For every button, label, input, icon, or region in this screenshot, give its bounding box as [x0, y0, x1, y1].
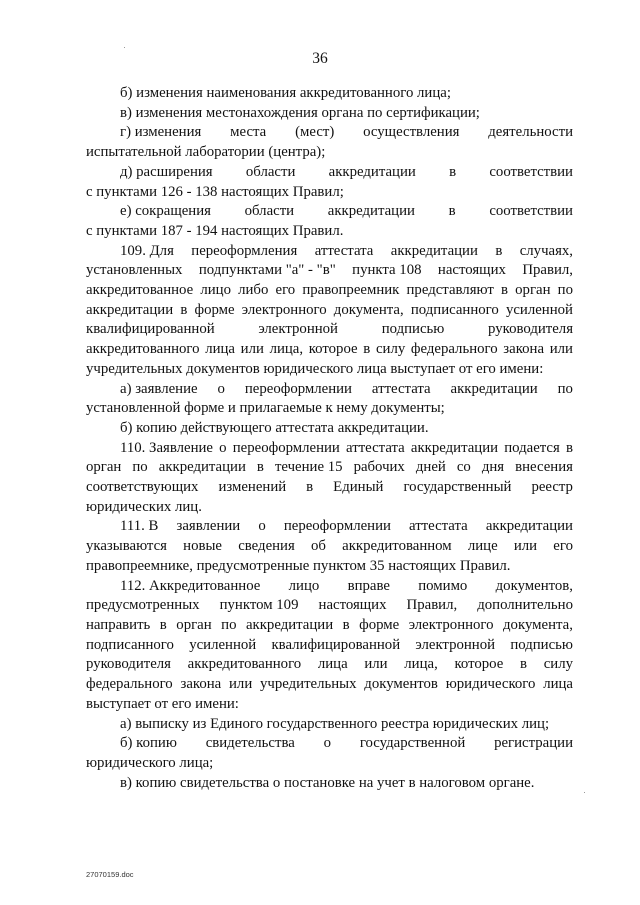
p111-line3: правопреемнике, предусмотренные пунктом 35 настоящих Правил.: [86, 557, 511, 574]
word: в: [363, 341, 371, 358]
word: электронного: [408, 616, 494, 633]
word: квалифицированной: [271, 636, 401, 653]
word: о: [323, 735, 332, 752]
word: усиленной: [505, 301, 573, 318]
p109-line1: [86, 242, 573, 262]
word: лице: [467, 538, 498, 555]
p109-item-a-line2: установленной форме и прилагаемые к нему документы;: [86, 400, 445, 417]
word: дней: [415, 459, 446, 476]
word: орган: [515, 282, 551, 299]
p109-line7: учредительных документов юридического лица выступает от его имени:: [86, 360, 544, 377]
p112-line3: [86, 616, 573, 636]
word: реестр: [531, 479, 573, 496]
word: или: [549, 341, 573, 358]
word: аттестата: [371, 380, 431, 397]
word: б) копию: [120, 735, 177, 752]
word: аккредитации: [327, 203, 415, 220]
word: аккредитации: [390, 242, 478, 259]
word: лица,: [269, 341, 304, 358]
word: дополнительно: [477, 597, 573, 614]
p109-line5: [86, 320, 573, 340]
word: в: [159, 616, 167, 633]
word: о: [217, 380, 225, 397]
word: указываются: [86, 538, 167, 555]
p112-item-b-line2: юридического лица;: [86, 754, 214, 771]
word: пункта 108: [352, 262, 422, 279]
word: области: [244, 203, 295, 220]
word: правопреемник: [302, 282, 400, 299]
word: в: [500, 282, 508, 299]
word: 110. Заявление: [120, 439, 213, 456]
word: сведения: [238, 538, 295, 555]
word: аттестата: [409, 518, 468, 535]
p109-line4: [86, 301, 573, 321]
word: орган: [86, 459, 122, 476]
word: его: [553, 538, 573, 555]
word: аттестата: [314, 242, 374, 259]
word: соответствующих: [86, 479, 199, 496]
word: документов: [364, 676, 438, 693]
word: внесения: [515, 459, 573, 476]
word: в: [566, 439, 573, 456]
word: о: [219, 439, 227, 456]
p110-line2: [86, 458, 573, 478]
word: орган: [176, 616, 212, 633]
word: форме: [359, 616, 400, 633]
word: (мест): [295, 124, 335, 141]
word: переоформлении: [244, 380, 352, 397]
word: документов,: [495, 577, 573, 594]
word: соответствии: [489, 203, 573, 220]
word: в: [306, 479, 314, 496]
word: аккредитации: [245, 616, 334, 633]
p112-line5: [86, 655, 573, 675]
word: подается: [504, 439, 560, 456]
word: в: [520, 656, 528, 673]
list-item-e-line2: с пунктами 187 - 194 настоящих Правил.: [86, 222, 344, 239]
p109-line3: [86, 281, 573, 301]
word: переоформлении: [232, 439, 340, 456]
word: изменений: [218, 479, 287, 496]
word: закона: [503, 341, 545, 358]
word: аккредитации: [450, 380, 538, 397]
word: подписью: [381, 321, 445, 338]
word: пунктом 109: [219, 597, 299, 614]
word: форме: [194, 301, 235, 318]
word: дня: [481, 459, 505, 476]
word: в: [448, 203, 456, 220]
word: заявлении: [176, 518, 241, 535]
word: представляют: [406, 282, 494, 299]
word: течение 15: [274, 459, 343, 476]
p112-line4: [86, 636, 573, 656]
p111-line2: [86, 537, 573, 557]
word: деятельности: [488, 124, 573, 141]
word: места: [230, 124, 267, 141]
p112-line7: выступает от его имени:: [86, 695, 239, 712]
word: об: [311, 538, 326, 555]
word: настоящих: [318, 597, 387, 614]
word: которое: [454, 656, 504, 673]
word: государственной: [359, 735, 466, 752]
word: а) заявление: [120, 380, 198, 397]
word: случаях,: [519, 242, 573, 259]
word: его: [275, 282, 296, 299]
word: юридического: [445, 676, 536, 693]
scan-speck: [124, 47, 125, 48]
word: или: [513, 538, 538, 555]
word: или: [229, 676, 253, 693]
word: подписанного: [410, 301, 499, 318]
word: о: [258, 518, 266, 535]
word: переоформлении: [283, 518, 391, 535]
word: аккредитации: [485, 518, 573, 535]
list-item-v: в) изменения местонахождения органа по сертификации;: [120, 104, 480, 121]
word: аккредитованного: [187, 656, 302, 673]
word: помимо: [418, 577, 468, 594]
word: е) сокращения: [120, 203, 211, 220]
word: установленных: [86, 262, 183, 279]
word: Правил,: [406, 597, 458, 614]
p112-item-v: в) копию свидетельства о постановке на учет в налоговом органе.: [120, 774, 535, 791]
list-item-e-line1: [86, 202, 573, 222]
word: аттестата: [346, 439, 405, 456]
word: документа,: [503, 616, 573, 633]
p109-item-a-line1: [86, 380, 573, 400]
word: либо: [238, 282, 269, 299]
word: квалифицированной: [86, 321, 215, 338]
word: федерального: [410, 341, 498, 358]
word: настоящих: [437, 262, 506, 279]
word: или: [240, 341, 264, 358]
word: руководителя: [86, 656, 171, 673]
word: 112. Аккредитованное: [120, 577, 261, 594]
word: аккредитованного: [86, 341, 200, 358]
word: регистрации: [494, 735, 573, 752]
word: учредительных: [260, 676, 357, 693]
word: аккредитации: [328, 163, 416, 180]
word: осуществления: [363, 124, 460, 141]
word: в: [180, 301, 188, 318]
word: лица: [543, 676, 573, 693]
word: в: [342, 616, 350, 633]
word: Правил,: [522, 262, 573, 279]
word: вправе: [347, 577, 390, 594]
word: подписью: [510, 636, 573, 653]
word: подпунктами "а" - "в": [198, 262, 336, 279]
word: или: [364, 656, 388, 673]
p112-line1: [86, 577, 573, 597]
file-name-footer: 27070159.doc: [86, 870, 134, 879]
word: лица,: [404, 656, 438, 673]
word: аккредитованном: [342, 538, 452, 555]
word: подписанного: [86, 636, 174, 653]
word: свидетельства: [205, 735, 295, 752]
word: аккредитации: [410, 439, 499, 456]
word: аккредитации: [158, 459, 246, 476]
word: лицо: [288, 577, 320, 594]
list-item-g-line1: [86, 123, 573, 143]
word: лица: [317, 656, 348, 673]
list-item-b: б) изменения наименования аккредитованного лица;: [120, 85, 451, 101]
document-body: [86, 84, 573, 793]
p112-line6: [86, 675, 573, 695]
word: электронной: [258, 321, 338, 338]
p112-item-a: а) выписку из Единого государственного реестра юридических лиц;: [120, 715, 550, 732]
word: по: [132, 459, 148, 476]
word: электронной: [415, 636, 496, 653]
word: документа,: [333, 301, 404, 318]
word: лица: [205, 341, 235, 358]
word: электронного: [241, 301, 327, 318]
word: руководителя: [488, 321, 573, 338]
word: федерального: [86, 676, 173, 693]
list-item-d-line1: [86, 163, 573, 183]
word: г) изменения: [120, 124, 202, 141]
word: закона: [180, 676, 222, 693]
word: которое: [308, 341, 358, 358]
list-item-g-line2: испытательной лаборатории (центра);: [86, 144, 326, 161]
word: д) расширения: [120, 163, 213, 180]
word: направить: [86, 616, 151, 633]
word: аккредитованное: [86, 282, 194, 299]
word: усиленной: [189, 636, 257, 653]
word: аккредитации: [86, 301, 174, 318]
word: 111. В: [120, 518, 159, 535]
p110-line4: юридических лиц.: [86, 498, 202, 515]
word: рабочих: [353, 459, 405, 476]
p110-line3: [86, 478, 573, 498]
word: соответствии: [489, 163, 573, 180]
word: по: [557, 282, 573, 299]
word: лицо: [200, 282, 231, 299]
word: переоформления: [191, 242, 298, 259]
word: силу: [375, 341, 406, 358]
word: в: [256, 459, 264, 476]
p110-line1: [86, 439, 573, 459]
p111-line1: [86, 517, 573, 537]
p109-line2: [86, 261, 573, 281]
word: по: [557, 380, 573, 397]
word: в: [495, 242, 503, 259]
p109-item-b: б) копию действующего аттестата аккредитации.: [120, 419, 429, 436]
word: силу: [543, 656, 573, 673]
p112-line2: [86, 596, 573, 616]
word: области: [245, 163, 296, 180]
word: Единый: [333, 479, 384, 496]
word: со: [456, 459, 471, 476]
page-number: 36: [312, 50, 328, 67]
list-item-d-line2: с пунктами 126 - 138 настоящих Правил;: [86, 183, 344, 200]
word: новые: [183, 538, 222, 555]
p112-item-b-line1: [86, 734, 573, 754]
p109-line6: [86, 340, 573, 360]
word: государственный: [403, 479, 512, 496]
word: 109. Для: [120, 242, 174, 259]
scan-speck: [584, 792, 585, 793]
word: предусмотренных: [86, 597, 200, 614]
word: в: [449, 163, 457, 180]
word: по: [221, 616, 237, 633]
